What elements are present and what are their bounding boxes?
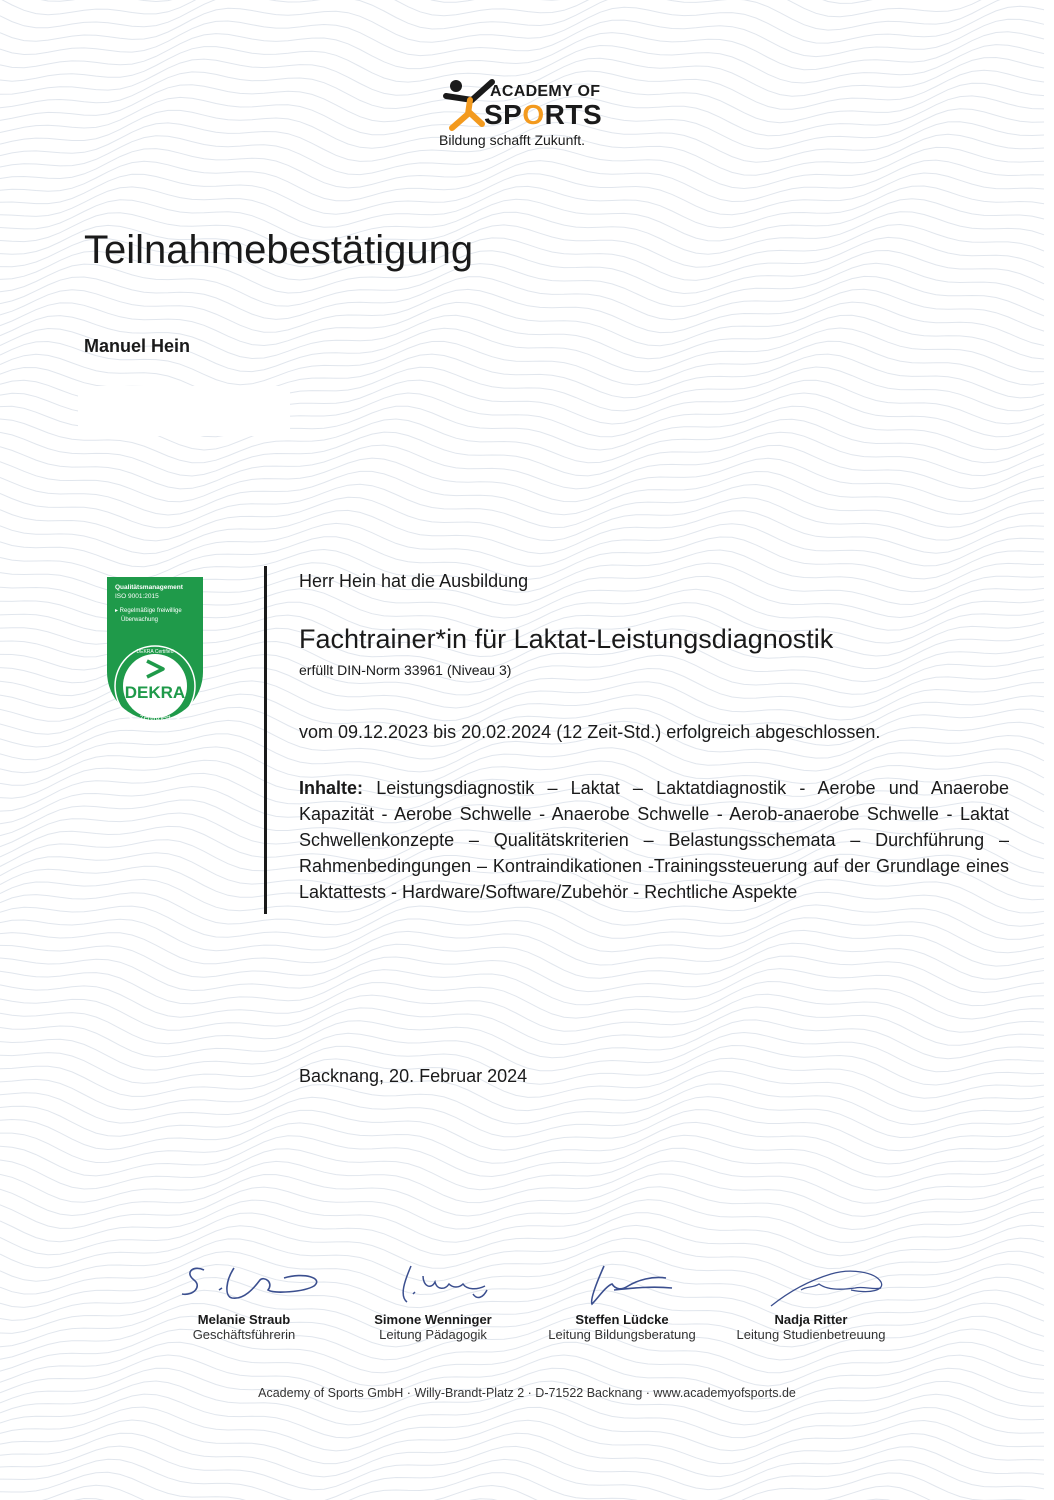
signatory-name: Simone Wenninger	[374, 1312, 492, 1327]
wave-line-16	[0, 147, 1044, 188]
signature-block-1	[149, 1260, 339, 1360]
signature-block-2	[338, 1260, 528, 1360]
recipient-name: Manuel Hein	[84, 336, 191, 356]
signature-block-4	[716, 1260, 906, 1360]
signatory-name: Melanie Straub	[197, 1312, 291, 1327]
intro-text: Herr Hein hat die Ausbildung	[299, 571, 529, 591]
signatory-role: Leitung Studienbetreuung	[736, 1327, 886, 1342]
wave-line-40	[0, 458, 1044, 502]
wave-line-26	[0, 276, 1044, 319]
wave-line-44	[0, 510, 1044, 553]
wave-line-77	[0, 943, 1044, 979]
redacted-area	[78, 386, 290, 436]
logo-tagline: Bildung schafft Zukunft.	[439, 132, 586, 148]
handwritten-signature-1	[164, 1260, 324, 1310]
wave-line-3	[0, 0, 1044, 17]
badge-bottom-text: Zertifiziert	[139, 715, 171, 722]
course-title: Fachtrainer*in für Laktat-Leistungsdiagnostik	[299, 624, 834, 654]
logo-line2-o: O	[522, 99, 545, 130]
handwritten-signature-3	[542, 1260, 702, 1310]
wave-line-80	[0, 982, 1044, 1020]
course-period: vom 09.12.2023 bis 20.02.2024 (12 Zeit-Std.) erfolgreich abgeschlossen.	[299, 722, 881, 742]
document-title: Teilnahmebestätigung	[84, 228, 474, 272]
wave-line-93	[0, 1148, 1044, 1190]
signatory-role: Geschäftsführerin	[192, 1327, 296, 1342]
wave-line-115	[0, 1433, 1044, 1477]
wave-line-90	[0, 1110, 1044, 1151]
handwritten-signature-2	[353, 1260, 513, 1310]
wave-line-94	[0, 1161, 1044, 1203]
wave-line-4	[0, 0, 1044, 30]
logo-line2-a: SP	[484, 99, 523, 130]
course-contents	[299, 775, 1009, 905]
contents-text: Leistungsdiagnostik – Laktat – Laktatdiagnostik - Aerobe und Anaerobe Kapazität - Aerobe Schwelle - Anaerobe Schwelle - Aerob-anaerobe Schwelle - Laktat Schwellenkonzepte – Qualitätskriterien – Belastungsschemata – Durchführung – Rahmenbedingungen – Kontraindikationen -Trainingssteuerung auf der Grundlage eines Laktattests - Hardware/Software/Zubehör - Rechtliche Aspekte	[299, 778, 1009, 902]
badge-line3: ▸ Regelmäßige freiwillige	[115, 608, 182, 614]
signatory-role: Leitung Pädagogik	[379, 1327, 487, 1342]
badge-brand: DEKRA	[124, 683, 186, 702]
wave-line-79	[0, 969, 1044, 1006]
wave-line-113	[0, 1407, 1044, 1451]
wave-line-119	[0, 1485, 1044, 1500]
wave-line-88	[0, 1084, 1044, 1125]
wave-line-97	[0, 1199, 1044, 1242]
badge-line1: Qualitätsmanagement	[115, 584, 183, 591]
vertical-divider	[264, 566, 267, 914]
signatory-name: Steffen Lüdcke	[575, 1312, 669, 1327]
wave-line-45	[0, 523, 1044, 566]
footer-address: Academy of Sports GmbH · Willy-Brandt-Platz 2 · D-71522 Backnang · www.academyofsports.de	[258, 1386, 796, 1400]
logo-line1: ACADEMY OF	[490, 83, 601, 100]
wave-line-116	[0, 1446, 1044, 1490]
din-norm-note: erfüllt DIN-Norm 33961 (Niveau 3)	[299, 662, 512, 678]
wave-line-81	[0, 994, 1044, 1032]
wave-line-96	[0, 1187, 1044, 1230]
logo-line2-b: RTS	[544, 99, 603, 130]
academy-of-sports-logo	[436, 70, 626, 152]
wave-line-98	[0, 1212, 1044, 1255]
signatory-role: Leitung Bildungsberatung	[548, 1327, 696, 1342]
place-and-date: Backnang, 20. Februar 2024	[299, 1066, 528, 1086]
badge-line4: Überwachung	[121, 617, 159, 623]
wave-line-41	[0, 471, 1044, 515]
badge-line2: ISO 9001:2015	[115, 593, 159, 600]
wave-line-42	[0, 484, 1044, 528]
wave-line-76	[0, 930, 1044, 966]
wave-line-78	[0, 956, 1044, 993]
dekra-certification-badge	[107, 577, 203, 729]
signature-block-3	[527, 1260, 717, 1360]
signatory-name: Nadja Ritter	[774, 1312, 848, 1327]
wave-line-92	[0, 1135, 1044, 1177]
wave-line-2	[0, 0, 1044, 3]
wave-line-112	[0, 1394, 1044, 1438]
wave-line-74	[0, 905, 1044, 940]
logo-line2	[484, 99, 602, 131]
handwritten-signature-4	[731, 1260, 891, 1310]
contents-label: Inhalte:	[299, 778, 364, 798]
badge-ring-text: DEKRA Certified	[136, 649, 174, 655]
